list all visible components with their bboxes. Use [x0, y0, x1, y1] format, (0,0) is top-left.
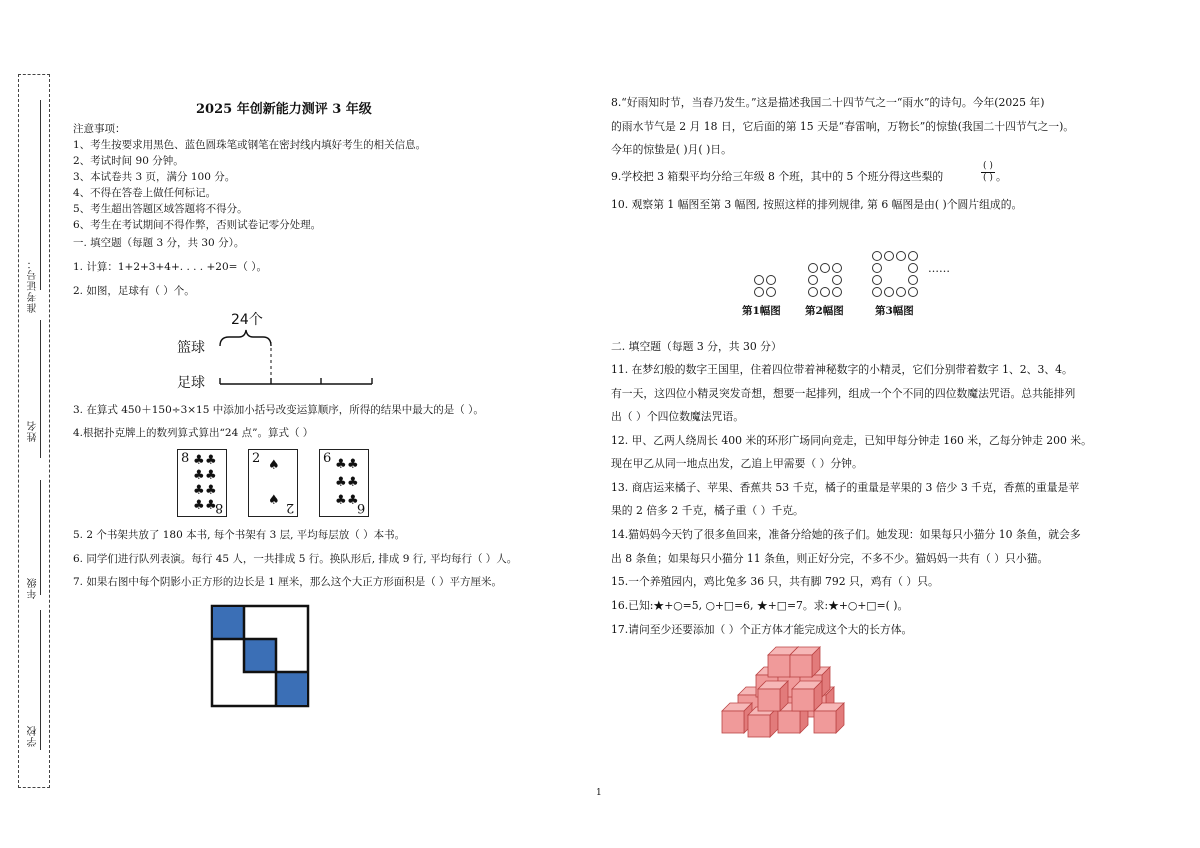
circle-piece: [872, 275, 882, 285]
question-9-end: 。: [996, 170, 1007, 183]
pattern-ellipsis: ……: [928, 262, 950, 275]
question-11-line3: 出（ ）个四位数魔法咒语。: [611, 410, 744, 423]
club-icon: ♣: [193, 468, 205, 483]
cube: [790, 647, 820, 677]
section1-heading: 一. 填空题（每题 3 分，共 30 分）。: [73, 237, 245, 249]
ball-diagram: [215, 328, 385, 390]
circle-piece: [908, 287, 918, 297]
note-item: 1、考生按要求用黑色、蓝色圆珠笔或钢笔在密封线内填好考生的相关信息。: [73, 139, 427, 151]
playing-card: [177, 449, 227, 517]
question-7: 7. 如果右图中每个阴影小正方形的边长是 1 厘米，那么这个大正方形面积是（ ）平方厘米。: [73, 576, 503, 588]
note-item: 3、本试卷共 3 页，满分 100 分。: [73, 171, 236, 183]
fraction: [981, 161, 995, 184]
circle-piece: [832, 263, 842, 273]
club-icon: ♣: [205, 498, 217, 513]
fraction-numerator: ( ): [983, 161, 993, 171]
question-8-line2: 的雨水节气是 2 月 18 日，它后面的第 15 天是“春雷响，万物长”的惊蛰(我国二十四节气之一)。: [611, 120, 1075, 133]
question-16: 16.已知:★+○=5, ○+□=6, ★+□=7。求:★+○+□=( )。: [611, 599, 909, 612]
cube: [748, 707, 778, 737]
club-icon: ♣: [347, 475, 359, 490]
section2-heading: 二. 填空题（每题 3 分，共 30 分）: [611, 340, 782, 353]
note-item: 6、考生在考试期间不得作弊，否则试卷记零分处理。: [73, 219, 322, 231]
figure-caption-2: 第2幅图: [805, 305, 844, 317]
exam-id-label: 准考证号：: [28, 258, 39, 313]
card-rank: 2: [252, 451, 261, 466]
question-14-line2: 出 8 条鱼；如果每只小猫分 11 条鱼，则正好分完，不多不少。猫妈妈一共有（ ）只小猫。: [611, 552, 1049, 565]
question-1: 1. 计算：1+2+3+4+. . . . +20=（ ）。: [73, 261, 268, 273]
question-10: 10. 观察第 1 幅图至第 3 幅图, 按照这样的排列规律, 第 6 幅图是由( )个圆片组成的。: [611, 198, 1023, 211]
circle-piece: [808, 287, 818, 297]
club-icon: ♣: [193, 483, 205, 498]
playing-card: [319, 449, 369, 517]
circle-piece: [808, 275, 818, 285]
card-rank: 2: [285, 500, 294, 515]
circle-piece: [766, 275, 776, 285]
figure-caption-1: 第1幅图: [742, 305, 781, 317]
circle-piece: [872, 287, 882, 297]
club-icon: ♣: [193, 453, 205, 468]
circle-piece: [872, 251, 882, 261]
circle-piece: [896, 251, 906, 261]
question-5: 5. 2 个书架共放了 180 本书, 每个书架有 3 层, 平均每层放（ ）本书。: [73, 529, 406, 541]
spade-icon: ♠: [268, 458, 280, 473]
club-icon: ♣: [205, 453, 217, 468]
question-4: 4.根据扑克牌上的数列算式算出“24 点”。算式（ ）: [73, 427, 314, 439]
circle-piece: [884, 287, 894, 297]
spade-icon: ♠: [268, 493, 280, 508]
circle-piece: [896, 287, 906, 297]
school-label: 学校: [28, 725, 39, 747]
club-icon: ♣: [193, 498, 205, 513]
basketball-label: 篮球: [177, 340, 205, 356]
cube: [722, 703, 752, 733]
question-13-line2: 果的 2 倍多 2 千克，橘子重（ ）千克。: [611, 504, 804, 517]
page-title: 2025 年创新能力测评 3 年级: [196, 102, 372, 117]
question-8-line3: 今年的惊蛰是( )月( )日。: [611, 143, 732, 156]
shaded-square: [276, 672, 308, 706]
cube: [792, 681, 822, 711]
card-rank: 6: [356, 500, 365, 515]
cube-pyramid: [718, 645, 854, 741]
brace: [220, 330, 271, 346]
circle-piece: [908, 251, 918, 261]
count-label: 24个: [231, 312, 263, 328]
page-number: 1: [596, 788, 602, 798]
card-rank: 8: [214, 500, 223, 515]
question-3: 3. 在算式 450＋150÷3×15 中添加小括号改变运算顺序，所得的结果中最大的是（ ）。: [73, 404, 484, 416]
football-label: 足球: [177, 375, 205, 391]
question-2: 2. 如图，足球有（ ）个。: [73, 285, 195, 297]
club-icon: ♣: [205, 468, 217, 483]
circle-piece: [754, 275, 764, 285]
question-11-line2: 有一天，这四位小精灵突发奇想，想要一起排列，组成一个个不同的四位数魔法咒语。总共能排列: [611, 387, 1076, 400]
circle-piece: [884, 251, 894, 261]
club-icon: ♣: [205, 483, 217, 498]
circle-piece: [872, 263, 882, 273]
notes-heading: 注意事项：: [73, 123, 126, 135]
card-rank: 8: [181, 451, 190, 466]
question-12-line2: 现在甲乙从同一地点出发，乙追上甲需要（ ）分钟。: [611, 457, 863, 470]
shaded-square: [212, 606, 244, 639]
question-15: 15.一个养殖园内，鸡比兔多 36 只，共有脚 792 只，鸡有（ ）只。: [611, 575, 939, 588]
cube: [758, 681, 788, 711]
circle-piece: [808, 263, 818, 273]
circle-piece: [908, 275, 918, 285]
cube: [814, 703, 844, 733]
circle-piece: [832, 275, 842, 285]
shaded-square: [244, 639, 276, 672]
question-12-line1: 12. 甲、乙两人绕周长 400 米的环形广场同向竞走，已知甲每分钟走 160 米，乙每分钟走 200 米。: [611, 434, 1092, 447]
question-11-line1: 11. 在梦幻般的数字王国里，住着四位带着神秘数字的小精灵，它们分别带着数字 1、2、3、4。: [611, 363, 1073, 376]
question-17: 17.请问至少还要添加（ ）个正方体才能完成这个大的长方体。: [611, 623, 913, 636]
playing-card: [248, 449, 298, 517]
question-8-line1: 8.“好雨知时节，当春乃发生。”这是描述我国二十四节气之一“雨水”的诗句。今年(2025 年): [611, 96, 1045, 109]
club-icon: ♣: [347, 493, 359, 508]
circle-piece: [820, 287, 830, 297]
name-label: 姓名: [28, 420, 39, 442]
club-icon: ♣: [347, 457, 359, 472]
figure-caption-3: 第3幅图: [875, 305, 914, 317]
note-item: 5、考生超出答题区域答题将不得分。: [73, 203, 248, 215]
club-icon: ♣: [335, 493, 347, 508]
question-6: 6. 同学们进行队列表演。每行 45 人，一共排成 5 行。换队形后, 排成 9 行, 平均每行（ ）人。: [73, 553, 518, 565]
question-14-line1: 14.猫妈妈今天钓了很多鱼回来，准备分给她的孩子们。她发现：如果每只小猫分 10 条鱼，就会多: [611, 528, 1081, 541]
question-13-line1: 13. 商店运来橘子、苹果、香蕉共 53 千克，橘子的重量是苹果的 3 倍少 3 千克，香蕉的重量是苹: [611, 481, 1080, 494]
note-item: 2、考试时间 90 分钟。: [73, 155, 184, 167]
club-icon: ♣: [335, 457, 347, 472]
square-diagram: [210, 604, 310, 708]
question-9: 9.学校把 3 箱梨平均分给三年级 8 个班，其中的 5 个班分得这些梨的: [611, 170, 944, 183]
card-rank: 6: [323, 451, 332, 466]
fraction-denominator: ( ): [981, 172, 995, 184]
circle-piece: [820, 263, 830, 273]
note-item: 4、不得在答卷上做任何标记。: [73, 187, 217, 199]
club-icon: ♣: [335, 475, 347, 490]
grade-label: 年级: [28, 577, 39, 599]
circle-piece: [754, 287, 764, 297]
circle-piece: [766, 287, 776, 297]
circle-piece: [832, 287, 842, 297]
circle-piece: [908, 263, 918, 273]
